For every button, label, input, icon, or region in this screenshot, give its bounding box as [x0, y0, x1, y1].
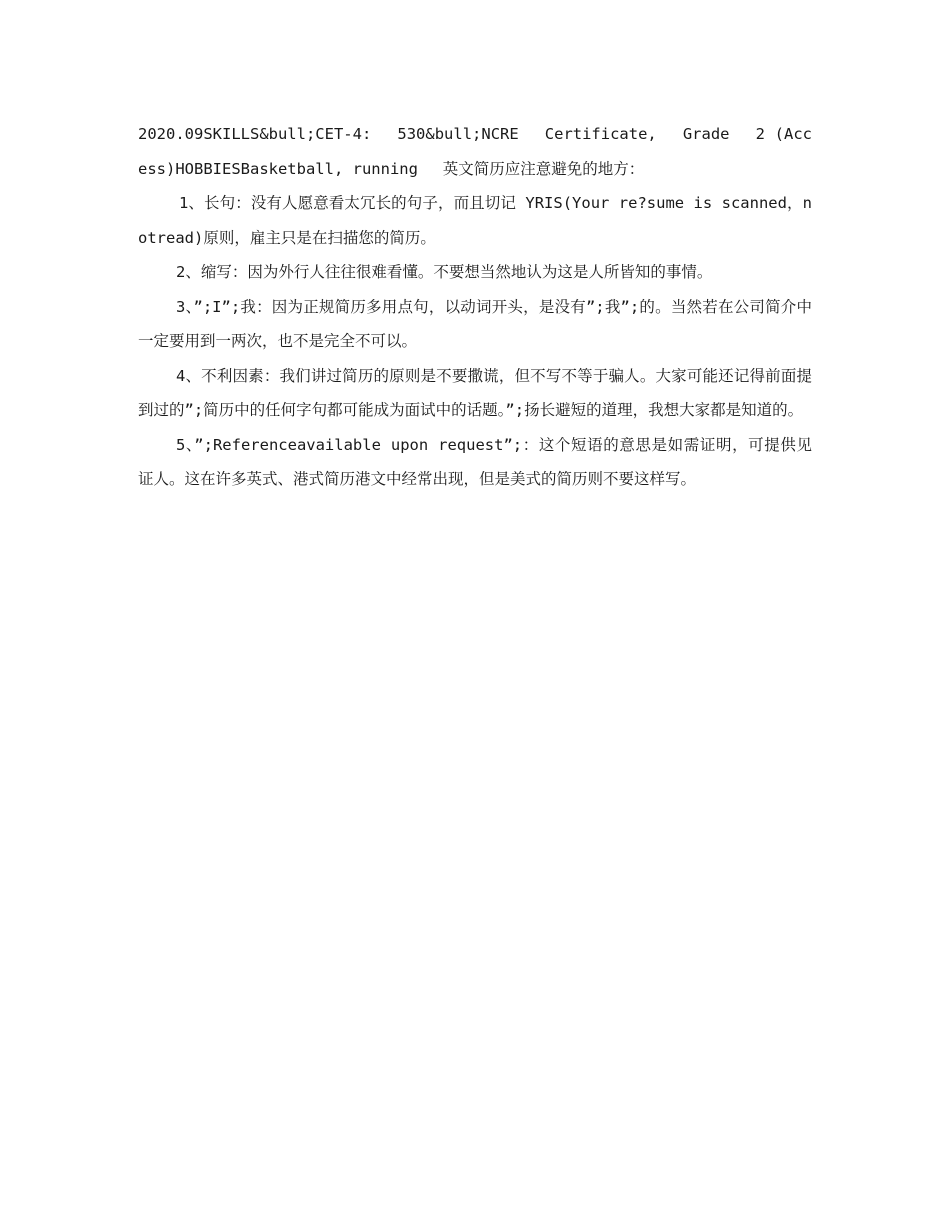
paragraph-tip-first-person: 3、”;I”;我：因为正规简历多用点句，以动词开头，是没有”;我”;的。当然若在公司简介中一定要用到一两次，也不是完全不可以。 [138, 297, 812, 350]
paragraph-tip-long-sentences: 1、长句：没有人愿意看太冗长的句子，而且切记 YRIS(Your re?sume is scanned，notread)原则，雇主只是在扫描您的简历。 [138, 194, 812, 247]
document-body [138, 117, 812, 497]
paragraph-tip-abbreviations: 2、缩写：因为外行人往往很难看懂。不要想当然地认为这是人所皆知的事情。 [176, 263, 713, 281]
paragraph-skills-hobbies: 2020.09SKILLS&bull;CET-4: 530&bull;NCRE Certificate, Grade 2 (Access)HOBBIESBasketball, running 英文简历应注意避免的地方： [138, 125, 812, 178]
paragraph-tip-references: 5、”;Referenceavailable upon request”;：这个短语的意思是如需证明，可提供见证人。这在许多英式、港式简历港文中经常出现，但是美式的简历则不要这样写。 [138, 435, 812, 488]
paragraph-tip-unfavorable-factors: 4、不利因素：我们讲过简历的原则是不要撒谎，但不写不等于骗人。大家可能还记得前面提到过的”;简历中的任何字句都可能成为面试中的话题。”;扬长避短的道理，我想大家都是知道的。 [138, 366, 812, 419]
